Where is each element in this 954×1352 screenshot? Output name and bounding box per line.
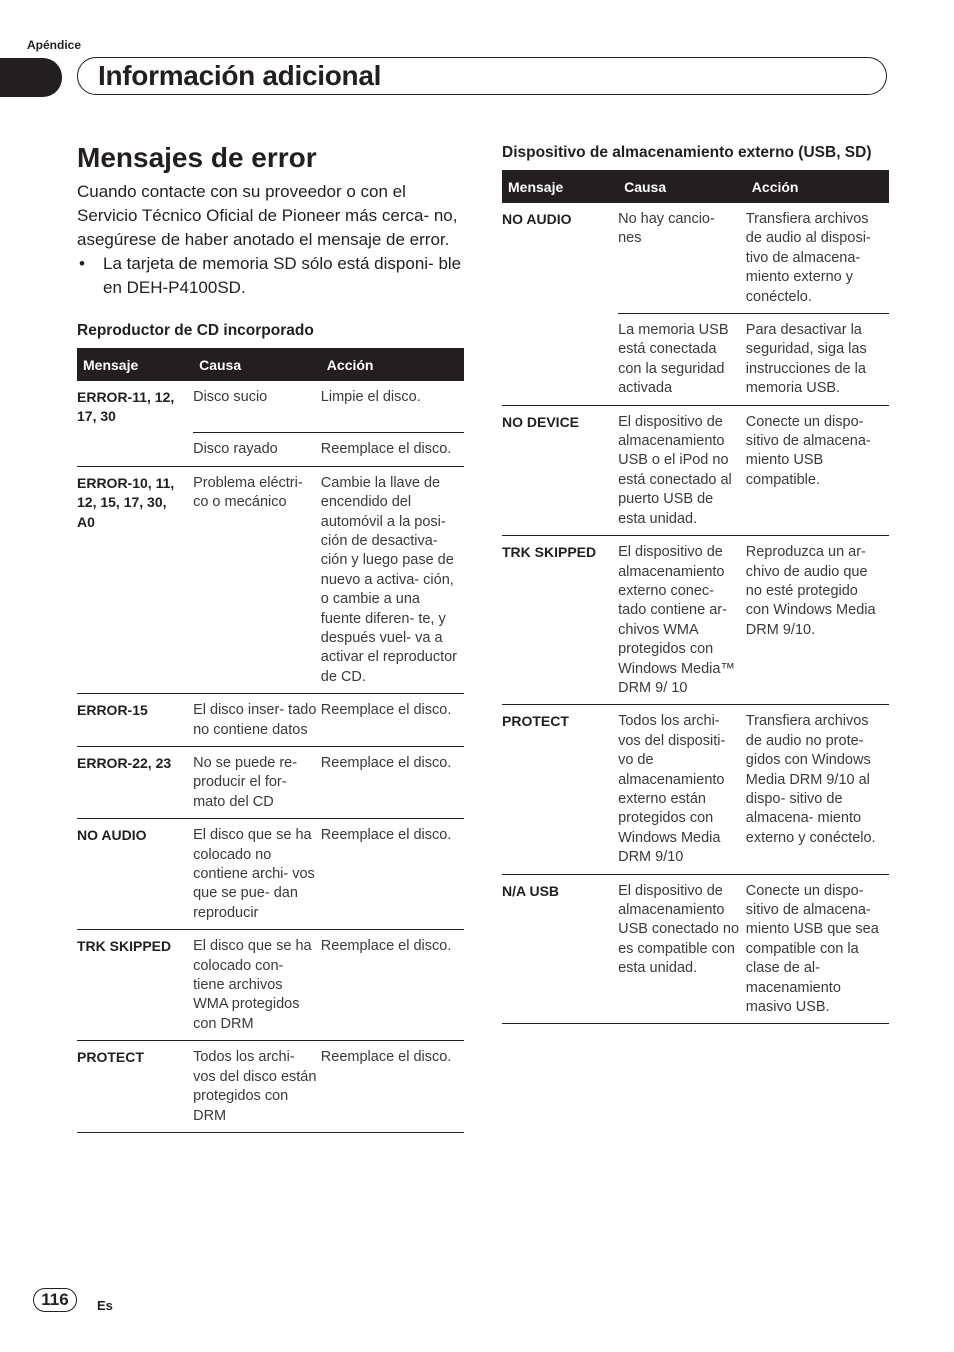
cause-cell: Todos los archi- vos del dispositi- vo de almacenamiento externo están protegidos con Windows Media DRM 9/10 [618,705,746,874]
table-header-row [502,170,889,203]
table-row [77,694,464,747]
message-cell: NO AUDIO [502,211,572,227]
action-cell: Para desactivar la seguridad, siga las instrucciones de la memoria USB. [746,314,889,406]
table-row [77,819,464,930]
cause-cell: El disco que se ha colocado no contiene archi- vos que se pue- dan reproducir [193,819,321,930]
message-cell: ERROR-10, 11, 12, 15, 17, 30, A0 [77,466,193,693]
message-cell: TRK SKIPPED [502,536,618,705]
cause-cell: El dispositivo de almacenamiento externo conec- tado contiene ar- chivos WMA protegidos con Windows Media™ DRM 9/ 10 [618,536,746,705]
message-cell: NO DEVICE [502,405,618,535]
cause-cell: El dispositivo de almacenamiento USB conectado no es compatible con esta unidad. [618,874,746,1024]
column-header-cause: Causa [618,170,746,203]
action-cell: Reemplace el disco. [321,930,464,1041]
action-cell: Limpie el disco. [320,389,421,405]
action-cell: Cambie la llave de encendido del automóvil a la posi- ción de desactiva- ción y luego pase de nuevo a activa- ción, o cambie a una fuente diferen- te, y después vuel- va a activar el reproductor de CD. [321,466,464,693]
chapter-title: Información adicional [98,60,382,91]
cause-cell: El disco que se ha colocado con- tiene archivos WMA protegidos con DRM [193,930,321,1041]
table-row [502,705,889,874]
action-cell: Reemplace el disco. [321,1041,464,1133]
message-cell: TRK SKIPPED [77,930,193,1041]
cause-cell: Todos los archi- vos del disco están protegidos con DRM [193,1041,321,1133]
language-code: Es [97,1298,113,1313]
action-cell: Reemplace el disco. [321,819,464,930]
bullet-icon: • [79,254,85,273]
action-cell: Reproduzca un ar- chivo de audio que no esté protegido con Windows Media DRM 9/10. [746,536,889,705]
note-text: La tarjeta de memoria SD sólo está disponi- ble en DEH-P4100SD. [103,254,462,297]
chapter-header [77,57,887,95]
usb-table-heading: Dispositivo de almacenamiento externo (USB, SD) [502,144,872,161]
right-column [502,140,889,1024]
message-cell [502,314,618,406]
message-cell: NO AUDIO [77,819,193,930]
action-cell: Reemplace el disco. [321,694,464,747]
chapter-tab-marker [0,58,62,97]
cause-cell: El dispositivo de almacenamiento USB o el iPod no está conectado al puerto USB de esta unidad. [618,405,746,535]
action-cell: Transfiera archivos de audio no prote- gidos con Windows Media DRM 9/10 al dispo- sitivo de almacena- miento externo y conéctelo. [746,705,889,874]
table-row [502,536,889,705]
cause-cell: No hay cancio- nes [618,211,715,247]
table-row [77,747,464,819]
column-header-message: Mensaje [77,348,193,381]
table-row [502,203,889,314]
cause-cell: La memoria USB está conectada con la seguridad activada [618,314,746,406]
cd-table-heading: Reproductor de CD incorporado [77,322,314,339]
message-cell: ERROR-15 [77,694,193,747]
cause-cell: No se puede re- producir el for- mato del CD [193,747,321,819]
action-cell: Transfiera archivos de audio al disposi- tivo de almacena- miento externo y conéctelo. [745,211,871,305]
column-header-cause: Causa [193,348,321,381]
section-label: Apéndice [27,38,82,52]
note-item [77,252,464,300]
table-row [77,1041,464,1133]
table-header-row [77,348,464,381]
message-cell: PROTECT [77,1041,193,1133]
cd-error-table [77,348,464,1133]
message-cell: ERROR-22, 23 [77,747,193,819]
page-title: Mensajes de error [77,142,317,173]
cause-cell: Problema eléctri- co o mecánico [193,466,321,693]
cause-cell: Disco sucio [193,389,268,405]
message-cell [77,433,193,466]
action-cell: Reemplace el disco. [321,433,464,466]
message-cell: ERROR-11, 12, 17, 30 [77,389,175,425]
table-row [502,874,889,1024]
cause-cell: Disco rayado [193,433,321,466]
action-cell: Conecte un dispo- sitivo de almacena- miento USB que sea compatible con la clase de al- macenamiento masivo USB. [746,874,889,1024]
intro-paragraph: Cuando contacte con su proveedor o con el Servicio Técnico Oficial de Pioneer más cerca- no, asegúrese de haber anotado el mensaje de error. [77,182,458,249]
cause-cell: El disco inser- tado no contiene datos [193,694,321,747]
table-row [77,433,464,466]
action-cell: Conecte un dispo- sitivo de almacena- miento USB compatible. [746,405,889,535]
table-row [77,466,464,693]
table-row [502,405,889,535]
left-column [77,140,464,1133]
column-header-action: Acción [746,170,889,203]
column-header-action: Acción [321,348,464,381]
page-number: 116 [33,1288,77,1312]
table-row [77,930,464,1041]
action-cell: Reemplace el disco. [321,747,464,819]
message-cell: N/A USB [502,874,618,1024]
column-header-message: Mensaje [502,170,618,203]
message-cell: PROTECT [502,705,618,874]
usb-error-table [502,170,889,1024]
table-row [77,381,464,433]
table-row [502,314,889,406]
notes-list [77,252,464,300]
